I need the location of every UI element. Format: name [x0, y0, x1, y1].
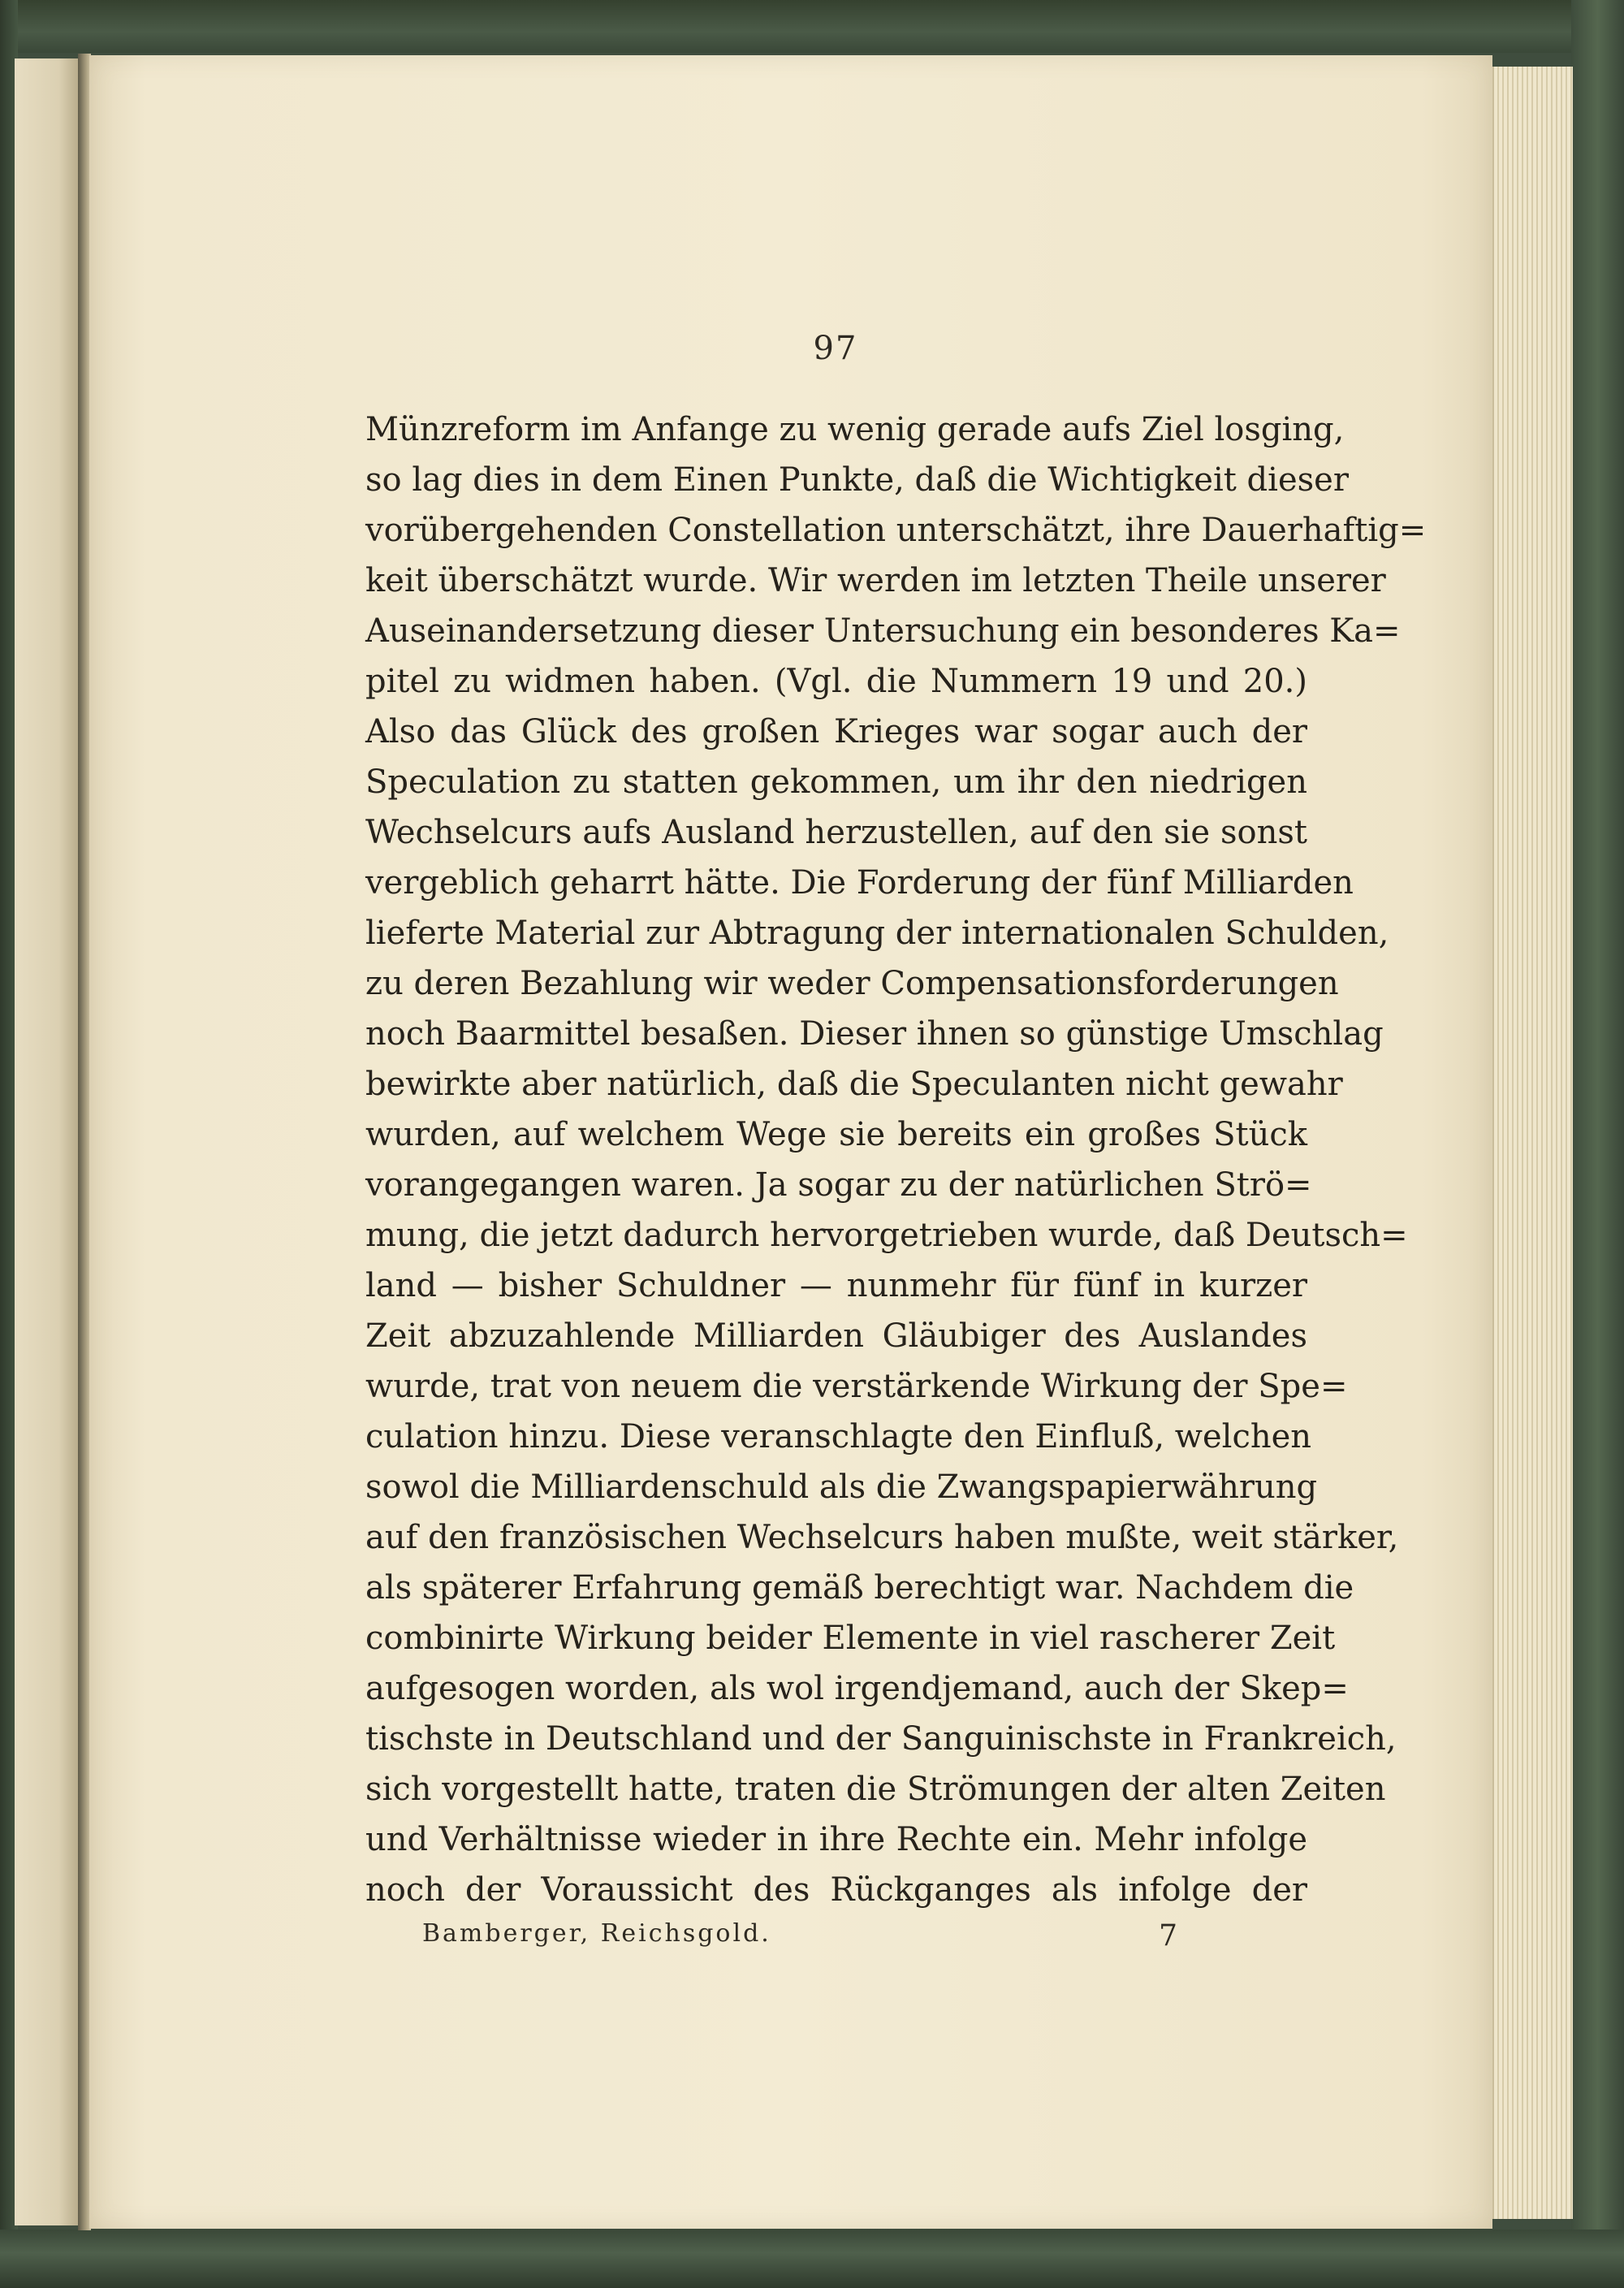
page-footer — [422, 1919, 1177, 1960]
text-line: als späterer Erfahrung gemäß berechtigt war. Nachdem die — [365, 1569, 1354, 1607]
text-line: und Verhältnisse wieder in ihre Rechte ein. Mehr infolge — [365, 1821, 1307, 1858]
text-line: mung, die jetzt dadurch hervorgetrieben wurde, daß Deutsch= — [365, 1217, 1408, 1254]
text-line: sich vorgestellt hatte, traten die Strömungen der alten Zeiten — [365, 1771, 1386, 1808]
text-line: aufgesogen worden, als wol irgendjemand, auch der Skep= — [365, 1670, 1349, 1707]
text-line: bewirkte aber natürlich, daß die Speculanten nicht gewahr — [365, 1066, 1343, 1103]
text-line: Also das Glück des großen Krieges war sogar auch der — [365, 713, 1307, 750]
text-line: vorübergehenden Constellation unterschätzt, ihre Dauerhaftig= — [365, 512, 1427, 549]
text-line: combinirte Wirkung beider Elemente in viel rascherer Zeit — [365, 1620, 1336, 1657]
book-cover-top — [0, 0, 1624, 53]
text-line: Speculation zu statten gekommen, um ihr den niedrigen — [365, 763, 1307, 801]
page-edges — [1492, 67, 1573, 2219]
text-line: land — bisher Schuldner — nunmehr für fünf in kurzer — [365, 1267, 1307, 1304]
text-line: noch Baarmittel besaßen. Dieser ihnen so günstige Umschlag — [365, 1015, 1384, 1053]
text-line: wurden, auf welchem Wege sie bereits ein großes Stück — [365, 1116, 1307, 1153]
book-cover-bottom — [0, 2230, 1624, 2288]
text-line: vergeblich geharrt hätte. Die Forderung der fünf Milliarden — [365, 864, 1354, 902]
text-line: so lag dies in dem Einen Punkte, daß die Wichtigkeit dieser — [365, 461, 1349, 499]
book-page — [89, 55, 1492, 2229]
text-line: pitel zu widmen haben. (Vgl. die Nummern 19 und 20.) — [365, 663, 1307, 700]
text-line: tischste in Deutschland und der Sanguinischste in Frankreich, — [365, 1720, 1397, 1758]
text-line: lieferte Material zur Abtragung der internationalen Schulden, — [365, 915, 1389, 952]
text-line: wurde, trat von neuem die verstärkende Wirkung der Spe= — [365, 1368, 1348, 1405]
body-text — [365, 404, 1427, 1915]
page-number: 97 — [813, 330, 858, 367]
text-line: Münzreform im Anfange zu wenig gerade aufs Ziel losging, — [365, 411, 1345, 448]
text-line: culation hinzu. Diese veranschlagte den Einfluß, welchen — [365, 1418, 1312, 1455]
signature-mark: Bamberger, Reichsgold. — [422, 1919, 771, 1948]
text-line: zu deren Bezahlung wir weder Compensationsforderungen — [365, 965, 1339, 1002]
text-line: auf den französischen Wechselcurs haben mußte, weit stärker, — [365, 1519, 1399, 1556]
text-line: noch der Voraussicht des Rückganges als infolge der — [365, 1871, 1307, 1909]
left-page-edge — [15, 58, 80, 2225]
text-line: Auseinandersetzung dieser Untersuchung ein besonderes Ka= — [365, 612, 1401, 650]
text-line: vorangegangen waren. Ja sogar zu der natürlichen Strö= — [365, 1166, 1312, 1204]
text-line: Zeit abzuzahlende Milliarden Gläubiger des Auslandes — [365, 1317, 1307, 1355]
text-line: Wechselcurs aufs Ausland herzustellen, auf den sie sonst — [365, 814, 1307, 851]
text-line: sowol die Milliardenschuld als die Zwangspapierwährung — [365, 1468, 1318, 1506]
sheet-number: 7 — [1159, 1919, 1177, 1953]
text-line: keit überschätzt wurde. Wir werden im letzten Theile unserer — [365, 562, 1386, 599]
